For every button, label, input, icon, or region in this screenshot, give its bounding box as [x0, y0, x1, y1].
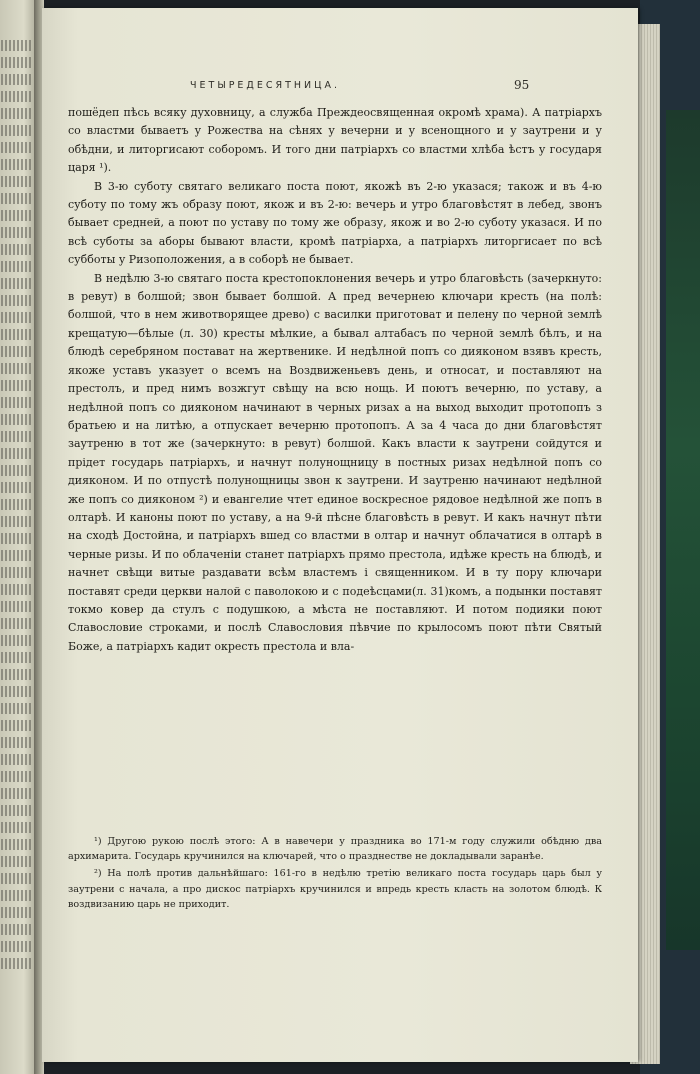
footnote: ²) На полѣ против дальнѣйшаго: 161-го в недѣлю третію великаго поста государь царь был у заутрени с начала, а про дискос патріархъ кручинился и впредь кресть класть на золотом блюдѣ. К воздвизанию царь не приходит. [68, 868, 602, 910]
running-head [42, 80, 638, 100]
green-cloth-edge [666, 110, 700, 950]
facing-page-text-fragments [1, 40, 34, 975]
paragraph: В недѣлю 3-ю святаго поста крестопоклонения вечерь и утро благовѣсть (зачеркнуто: в ревут) в болшой; звон бывает болшой. А пред вечернею ключари кресть (на полѣ: болшой, что в нем животворящее древо) с василки приготоват и пелену по черной землѣ крещатую—бѣлые (л. 30) кресты мѣлкие, а бывал алтабасъ по черной землѣ бѣлъ, и на блюдѣ серебряном постават на жертвенике. И недѣлной попъ со дияконом взявъ кресть, якоже уставъ указует о всемъ на Воздвиженьевъ день, и относат, и поставляют на престолъ, и пред нимъ возжгут свѣщу на всю нощь. И поютъ вечерню, по уставу, а недѣлной попъ со дияконом начинают в черных ризах а на выход выходит протопопъ з братьею и на литѣю, а отпускает вечерню протопопъ. А за 4 часа до дни благовѣстят заутреню в тот же (зачеркнуто: в ревут) болшой. Какъ власти к заутрени сойдутся и прідет государь патріархъ, и начнут полунощницу в постных ризах недѣлной попъ со дияконом. И по отпустѣ полунощницы звон к заутрени. И заутреню начинают недѣлной же попъ со дияконом ²) и евангелие чтет единое воскресное рядовое недѣлной же попъ в олтарѣ. И каноны поют по уставу, а на 9-й пѣсне благовѣсть в ревут. И какъ начнут пѣти на сходѣ Достойна, и патріархъ вшед со властми в олтар и начнут облачатися в олтарѣ в черные ризы. И по облаченіи станет патріархъ прямо престола, идѣже кресть на блюдѣ, и начнет свѣщи витые раздавати всѣм властемъ і священником. И в ту пору ключари поставят среди церкви налой с паволокою и с подеѣсцами(л. 31)комъ, а подынки поставят токмо ковер да стулъ с подушкою, а мѣста не поставляют. И потом подияки поют Славословие строками, и послѣ Славословия пѣвчие по крылосомъ поют пѣти Святый Боже, а патріархъ кадит окресть престола и вла- [68, 271, 602, 653]
running-head-title: ЧЕТЫРЕДЕСЯТНИЦА. [190, 80, 341, 91]
footnote: ¹) Другою рукою послѣ этого: А в навечери у праздника во 171-м году служили обѣдню два архимарита. Государь кручинился на ключарей, что о празднестве не докладывали заранѣе. [68, 836, 602, 863]
facing-page-edge [0, 0, 34, 1074]
paragraph: пошёдеп пѣсь всяку духовницу, а служба Преждеосвященная окромѣ храма). А патріархъ со властми бываетъ у Рожества на сѣнях у вечерни и у всенощного и у заутрени и у обѣдни, и литоргисают соборомъ. И того дни патріархъ со властми хлѣба ѣстъ у государя царя ¹). [68, 106, 602, 175]
paragraph: В 3-ю суботу святаго великаго поста поют, якожѣ въ 2-ю указася; також и въ 4-ю суботу по тому жъ образу поют, якож и въ 2-ю: вечерь и утро благовѣстят в лебед, звонъ бывает средней, а поют по уставу по тому же образу, якож и во 2-ю суботу указася. И по всѣ суботы за аборы бывают власти, кромѣ патріарха, а патріархъ литоргисает по всѣ субботы у Ризоположения, а в соборѣ не бывает. [68, 179, 602, 267]
page-number: 95 [514, 78, 530, 92]
footnotes [68, 834, 602, 914]
main-text [68, 104, 602, 656]
book-page [42, 8, 638, 1062]
